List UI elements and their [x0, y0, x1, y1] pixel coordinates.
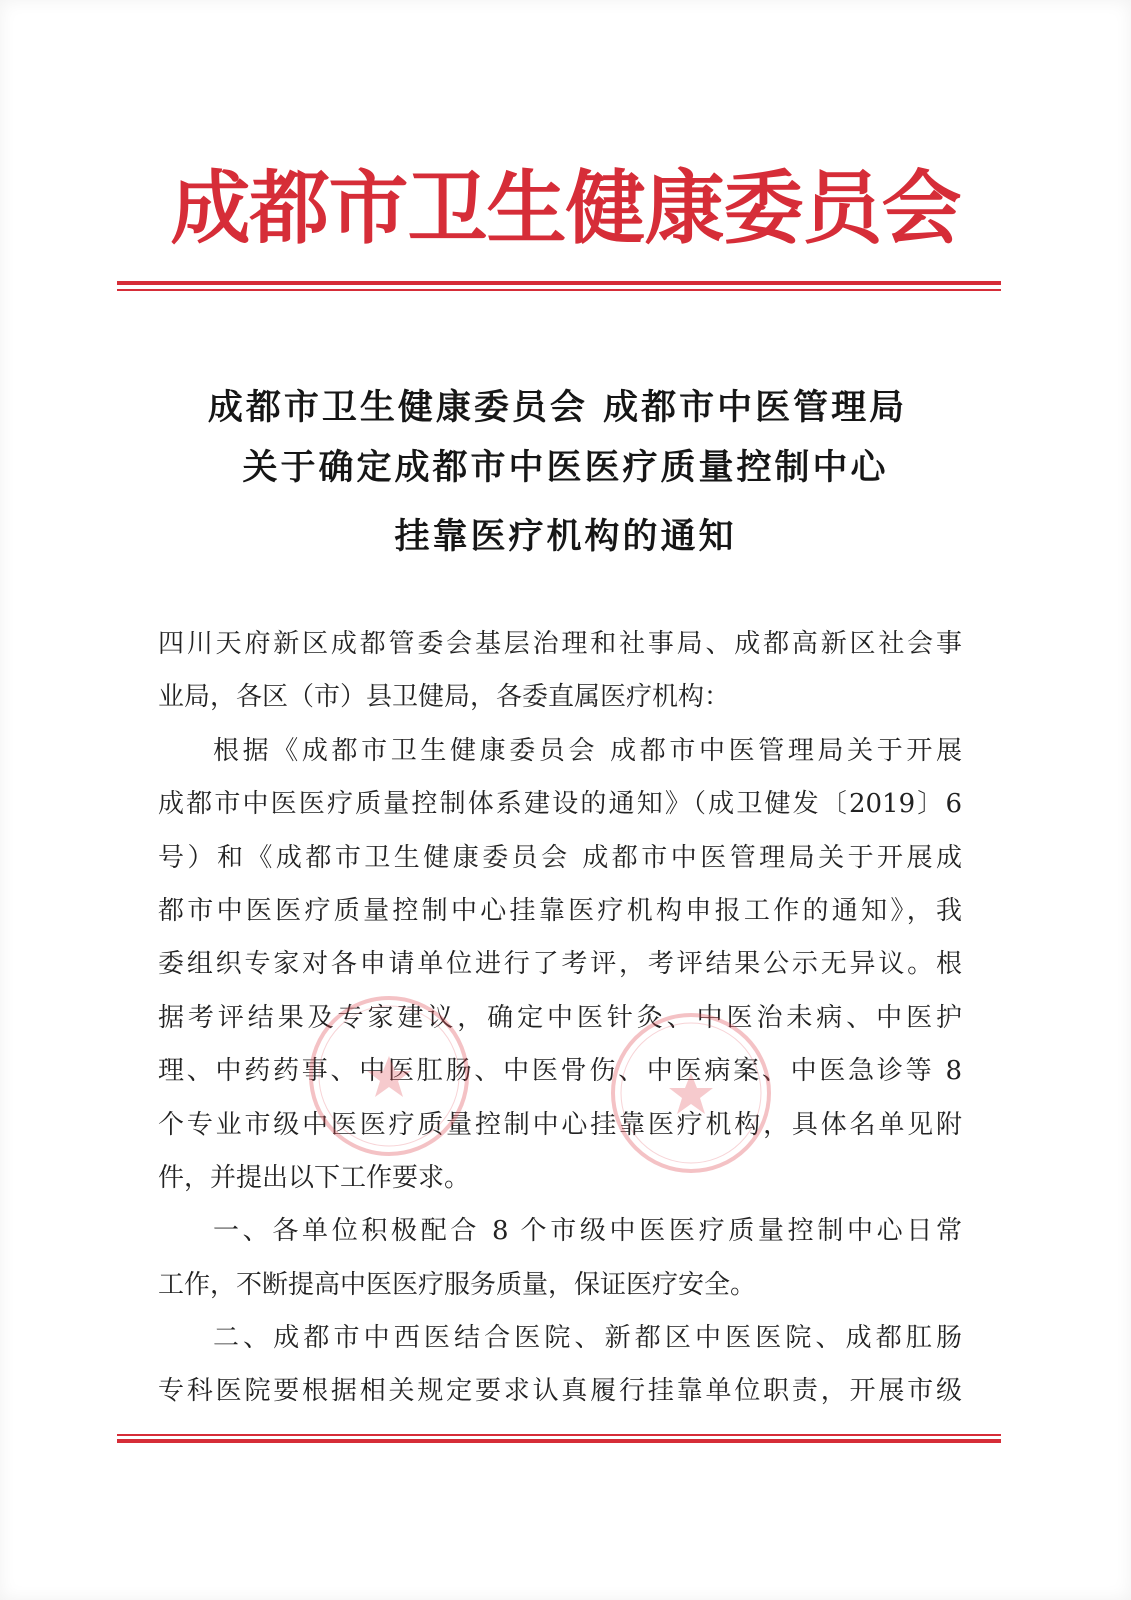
- body-line: 都市中医医疗质量控制中心挂靠医疗机构申报工作的通知》，我: [158, 895, 962, 926]
- header-red-rule-thin: [117, 289, 1001, 291]
- requirement-item-2: 二、成都市中西医结合医院、新都区中医医院、成都肛肠: [213, 1323, 962, 1354]
- body-line: 工作，不断提高中医医疗服务质量，保证医疗安全。: [158, 1269, 757, 1300]
- body-line: 成都市中医医疗质量控制体系建设的通知》（成卫健发〔2019〕6: [158, 789, 962, 820]
- body-line: 号）和《成都市卫生健康委员会 成都市中医管理局关于开展成: [158, 842, 962, 873]
- header-red-rule-thick: [117, 281, 1001, 285]
- salutation-line: 四川天府新区成都管委会基层治理和社事局、成都高新区社会事: [158, 629, 962, 659]
- body-line: 委组织专家对各申请单位进行了考评，考评结果公示无异议。根: [158, 949, 962, 980]
- body-line: 理、中药药事、中医肛肠、中医骨伤、中医病案、中医急诊等 8: [158, 1056, 962, 1087]
- body-line: 据考评结果及专家建议，确定中医针灸、中医治未病、中医护: [158, 1002, 962, 1033]
- body-line: 根据《成都市卫生健康委员会 成都市中医管理局关于开展: [213, 735, 962, 766]
- footer-red-rule-thick: [117, 1439, 1001, 1443]
- salutation-line: 业局，各区（市）县卫健局，各委直属医疗机构：: [158, 682, 731, 713]
- requirement-item-1: 一、各单位积极配合 8 个市级中医医疗质量控制中心日常: [213, 1216, 962, 1247]
- document-body: [158, 618, 962, 1419]
- document-title-line: 挂靠医疗机构的通知: [394, 516, 737, 557]
- body-line: 专科医院要根据相关规定要求认真履行挂靠单位职责，开展市级: [158, 1376, 962, 1407]
- body-line: 件，并提出以下工作要求。: [158, 1162, 471, 1193]
- footer-red-rule-thin: [117, 1434, 1001, 1436]
- document-title-line: 关于确定成都市中医医疗质量控制中心: [242, 447, 889, 488]
- body-line: 个专业市级中医医疗质量控制中心挂靠医疗机构，具体名单见附: [158, 1109, 962, 1140]
- document-title-line: 成都市卫生健康委员会 成都市中医管理局: [207, 387, 908, 428]
- issuing-organization-header: 成都市卫生健康委员会: [170, 161, 961, 255]
